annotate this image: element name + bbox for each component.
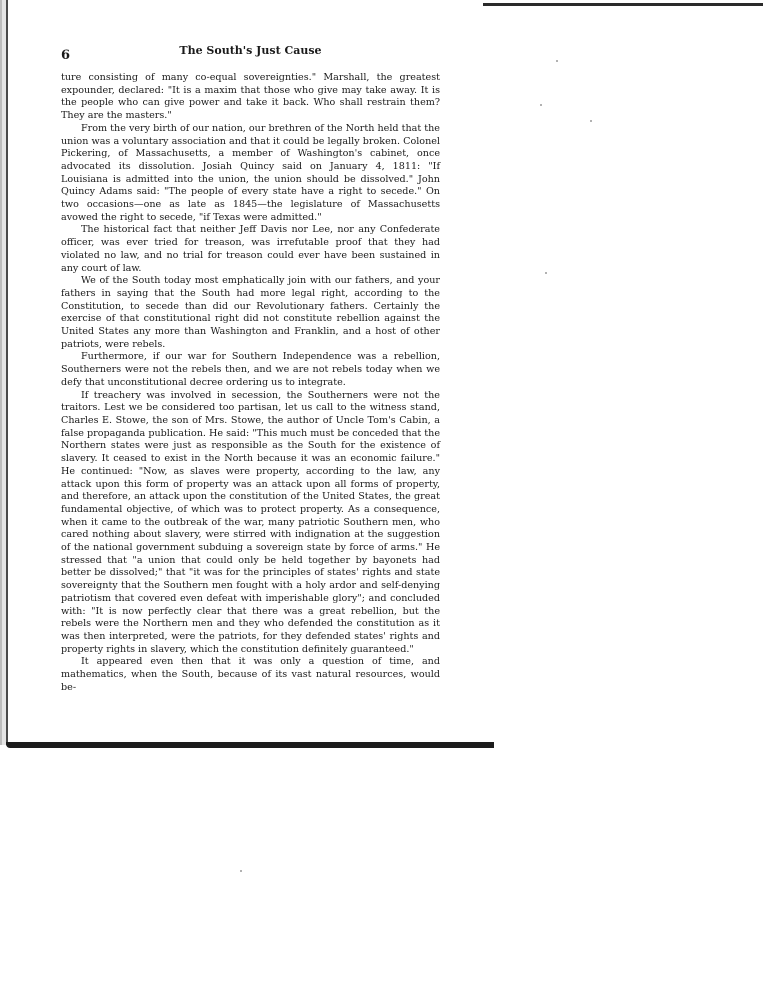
body-text	[61, 72, 440, 694]
scan-speck	[545, 272, 547, 274]
top-border-rule	[483, 3, 763, 6]
paragraph: The historical fact that neither Jeff Davis nor Lee, nor any Confederate officer, was ever tried for treason, was irrefutable proof that they had violated no law, and no trial for treason could ever have been sustained in any court of law.	[61, 224, 440, 274]
scan-speck	[556, 60, 558, 62]
scan-speck	[240, 870, 242, 872]
scan-speck	[540, 104, 542, 106]
bottom-border-rule	[6, 742, 494, 748]
paragraph: If treachery was involved in secession, the Southerners were not the traitors. Lest we be considered too partisan, let us call to the witness stand, Charles E. Stowe, the son of Mrs. Stowe, the author of Uncle Tom's Cabin, a false propaganda publication. He said: "This much must be conceded that the Northern states were just as responsible as the South for the existence of slavery. It ceased to exist in the North because it was an economic failure." He continued: "Now, as slaves were property, according to the law, any attack upon this form of property was an attack upon all forms of property, and therefore, an attack upon the constitution of the United States, the great fundamental objective, of which was to protect property. As a consequence, when it came to the outbreak of the war, many patriotic Southern men, who cared nothing about slavery, were stirred with indignation at the suggestion of the national government subduing a sovereign state by force of arms." He stressed that "a union that could only be held together by bayonets had better be dissolved;" that "it was for the principles of states' rights and state sovereignty that the Southern men fought with a holy ardor and self-denying patriotism that covered even defeat with imperishable glory"; and concluded with: "It is now perfectly clear that there was a great rebellion, but the rebels were the Northern men and they who defended the constitution as it was then interpreted, were the patriots, for they defended states' rights and property rights in slavery, which the constitution definitely guaranteed."	[61, 389, 440, 655]
paragraph: From the very birth of our nation, our brethren of the North held that the union was a voluntary association and that it could be legally broken. Colonel Pickering, of Massachusetts, a member of Washington's cabinet, once advocated its dissolution. Josiah Quincy said on January 4, 1811: "If Louisiana is admitted into the union, the union should be dissolved." John Quincy Adams said: "The people of every state have a right to secede." On two occasions—one as late as 1845—the legislature of Massachusetts avowed the right to secede, "if Texas were admitted."	[61, 122, 440, 223]
paragraph: Furthermore, if our war for Southern Independence was a rebellion, Southerners were not the rebels then, and we are not rebels today when we defy that unconstitutional decree ordering us to integrate.	[61, 351, 440, 388]
running-title: The South's Just Cause	[179, 44, 322, 57]
paragraph: ture consisting of many co-equal sovereignties." Marshall, the greatest expounder, declared: "It is a maxim that those who give may take away. It is the people who can give power and take it back. Who shall restrain them? They are the masters."	[61, 72, 440, 122]
paragraph: We of the South today most emphatically join with our fathers, and your fathers in saying that the South had more legal right, according to the Constitution, to secede than did our Revolutionary fathers. Certainly the exercise of that constitutional right did not constitute rebellion against the United States any more than Washington and Franklin, and a host of other patriots, were rebels.	[61, 275, 440, 350]
scan-speck	[590, 120, 592, 122]
page-number: 6	[61, 48, 71, 63]
left-border-rule	[0, 0, 8, 745]
paragraph: It appeared even then that it was only a question of time, and mathematics, when the South, because of its vast natural resources, would be-	[61, 656, 440, 693]
